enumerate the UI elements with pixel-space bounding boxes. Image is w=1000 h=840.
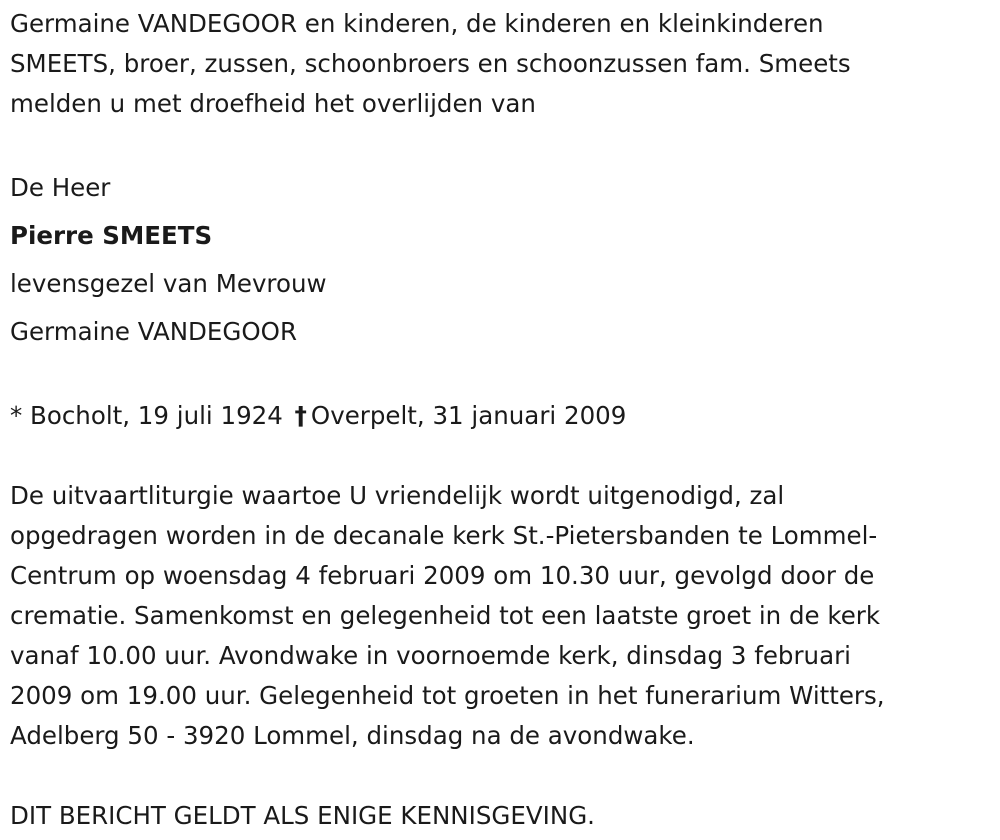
closing-notice: DIT BERICHT GELDT ALS ENIGE KENNISGEVING. [10, 801, 595, 830]
body-line: Adelberg 50 - 3920 Lommel, dinsdag na de avondwake. [10, 721, 695, 750]
intro-paragraph [10, 4, 995, 124]
cross-icon: † [294, 401, 307, 430]
partner-name: Germaine VANDEGOOR [10, 317, 297, 346]
funeral-details [10, 476, 995, 756]
body-line: De uitvaartliturgie waartoe U vriendelijk wordt uitgenodigd, zal [10, 481, 785, 510]
body-line: opgedragen worden in de decanale kerk St.-Pietersbanden te Lommel- [10, 521, 878, 550]
body-line: vanaf 10.00 uur. Avondwake in voornoemde kerk, dinsdag 3 februari [10, 641, 851, 670]
body-line: 2009 om 19.00 uur. Gelegenheid tot groeten in het funerarium Witters, [10, 681, 885, 710]
life-dates [10, 396, 995, 436]
relation-text: levensgezel van Mevrouw [10, 269, 327, 298]
obituary-notice [10, 4, 995, 836]
death-info: Overpelt, 31 januari 2009 [310, 401, 627, 430]
intro-line: SMEETS, broer, zussen, schoonbroers en schoonzussen fam. Smeets [10, 49, 851, 78]
birth-info: * Bocholt, 19 juli 1924 [10, 401, 283, 430]
body-line: crematie. Samenkomst en gelegenheid tot een laatste groet in de kerk [10, 601, 881, 630]
body-line: Centrum op woensdag 4 februari 2009 om 10.30 uur, gevolgd door de [10, 561, 875, 590]
intro-line: Germaine VANDEGOOR en kinderen, de kinderen en kleinkinderen [10, 9, 824, 38]
intro-line: melden u met droefheid het overlijden van [10, 89, 536, 118]
salutation: De Heer [10, 173, 111, 202]
deceased-name: Pierre SMEETS [10, 221, 213, 250]
